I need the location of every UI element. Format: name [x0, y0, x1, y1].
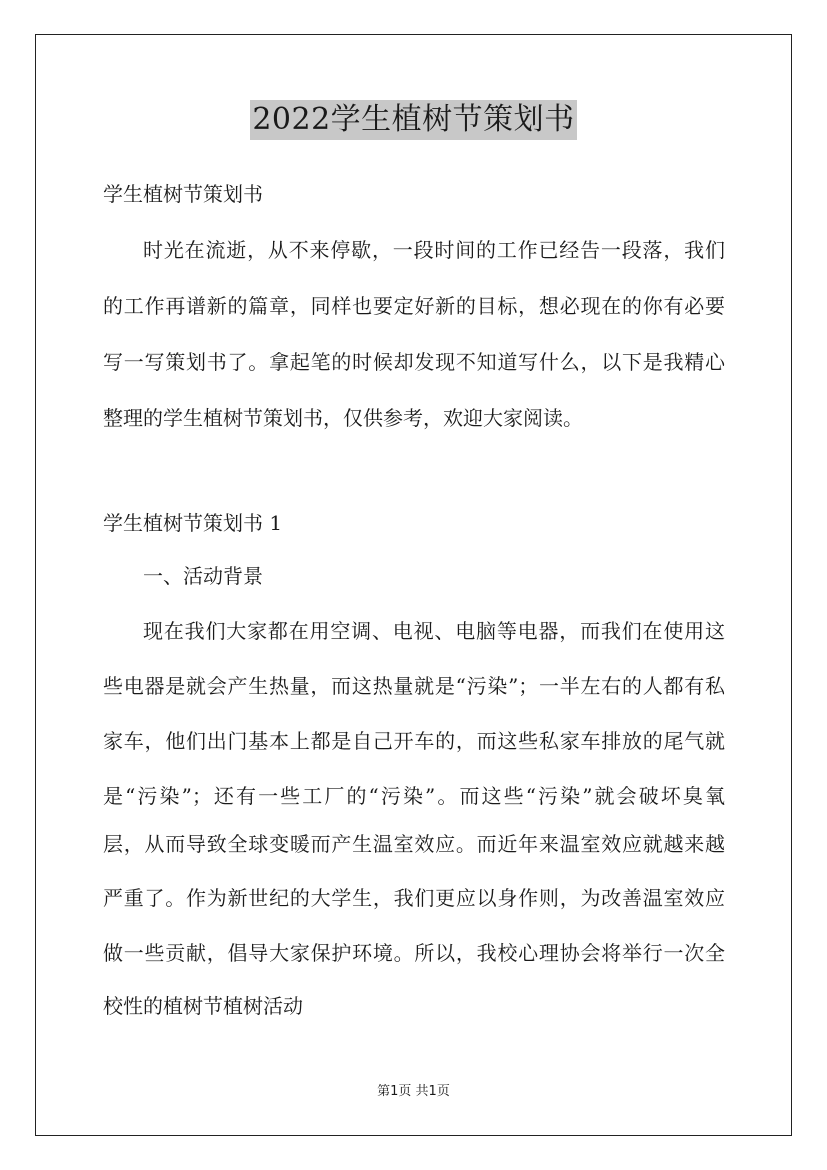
subsection-heading: 一、活动背景	[143, 564, 263, 588]
intro-line: 写一写策划书了。拿起笔的时候却发现不知道写什么，以下是我精心	[103, 350, 725, 374]
page-number: 第1页 共1页	[377, 1084, 450, 1099]
document-subtitle: 学生植树节策划书	[103, 182, 263, 206]
body-line: 现在我们大家都在用空调、电视、电脑等电器，而我们在使用这	[143, 619, 725, 643]
document-title: 2022学生植树节策划书	[250, 100, 576, 140]
body-line: 些电器是就会产生热量，而这热量就是“污染”；一半左右的人都有私	[103, 674, 725, 698]
intro-line: 时光在流逝，从不来停歇，一段时间的工作已经告一段落，我们	[143, 238, 725, 262]
body-line: 家车，他们出门基本上都是自己开车的，而这些私家车排放的尾气就	[103, 729, 725, 753]
intro-line: 的工作再谱新的篇章，同样也要定好新的目标，想必现在的你有必要	[103, 294, 725, 318]
title-container	[0, 100, 827, 140]
body-line: 校性的植树节植树活动	[103, 994, 303, 1018]
section-heading: 学生植树节策划书 1	[103, 511, 283, 535]
body-line: 是“污染”；还有一些工厂的“污染”。而这些“污染”就会破坏臭氧	[103, 784, 725, 808]
intro-line: 整理的学生植树节策划书，仅供参考，欢迎大家阅读。	[103, 406, 583, 430]
body-line: 严重了。作为新世纪的大学生，我们更应以身作则，为改善温室效应	[103, 886, 725, 910]
body-line: 层，从而导致全球变暖而产生温室效应。而近年来温室效应就越来越	[103, 832, 725, 856]
body-line: 做一些贡献，倡导大家保护环境。所以，我校心理协会将举行一次全	[103, 941, 725, 965]
